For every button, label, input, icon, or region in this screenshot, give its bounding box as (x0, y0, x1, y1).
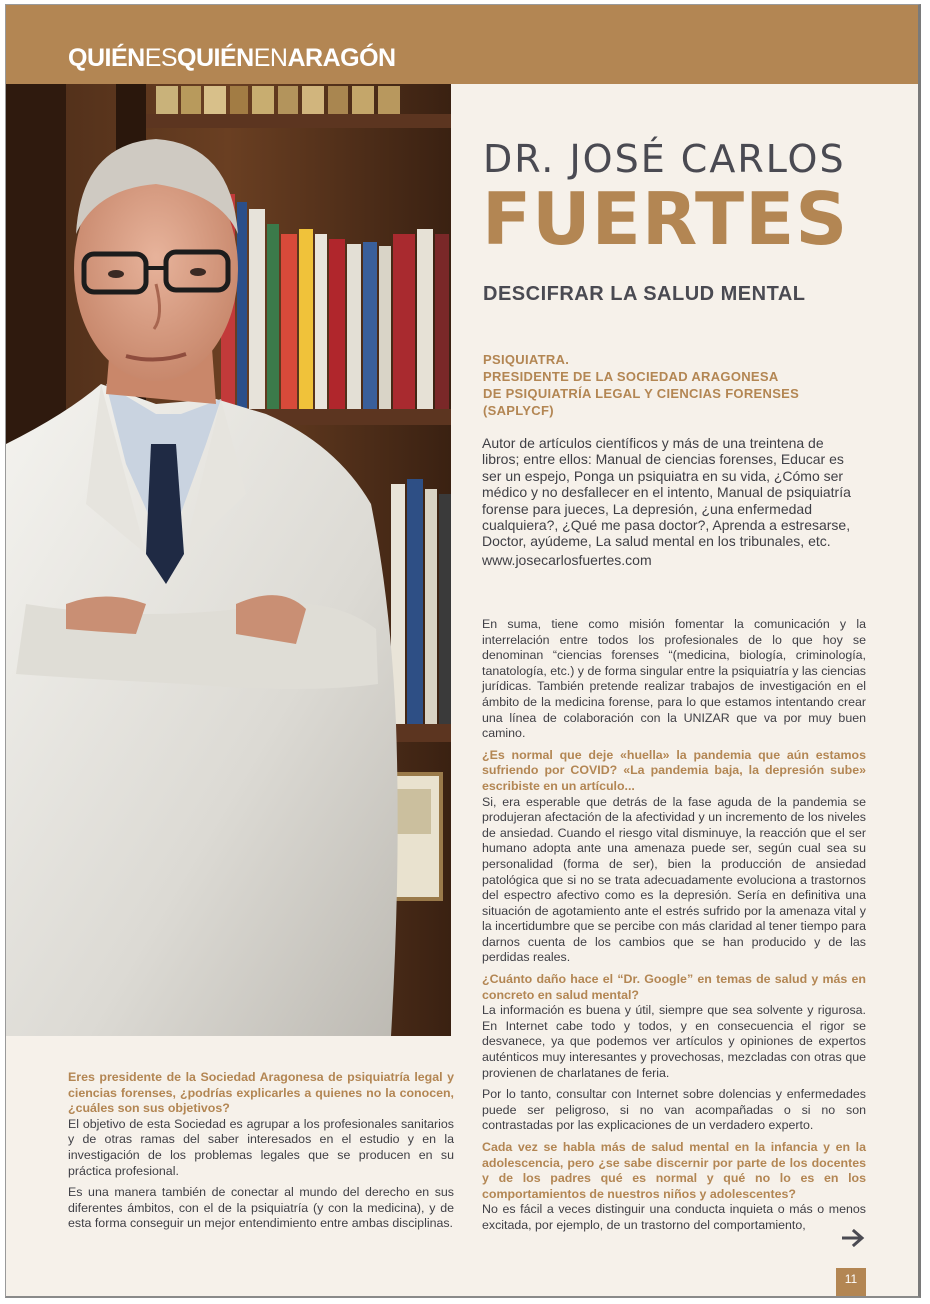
answer-paragraph: La información es buena y útil, siempre que sea solvente y rigurosa. En Internet cabe todo y todos, y en consecuencia el rigor se desvanece, ya que podemos ver artículos y opiniones de expertos auténticos muy interesantes y provechosas, mezcladas con otras que provienen de charlatanes de feria. (482, 1003, 866, 1080)
answer-paragraph: No es fácil a veces distinguir una conducta inquieta o más o menos excitada, por ejemplo, de un trastorno del comportamiento, (482, 1202, 866, 1232)
continue-arrow-icon (842, 1229, 866, 1247)
article-headline: DESCIFRAR LA SALUD MENTAL (483, 283, 806, 305)
answer-paragraph: Es una manera también de conectar al mundo del derecho en sus diferentes ámbitos, con el de la psiquiatría (y con la medicina), y de esta forma conseguir un mejor entendimiento entre ambas disciplinas. (68, 1185, 454, 1231)
section-title-part: ARAGÓN (287, 44, 396, 72)
person-bio (482, 435, 862, 568)
role-line: DE PSIQUIATRÍA LEGAL Y CIENCIAS FORENSES (483, 386, 800, 401)
section-title-part: QUIÉN (177, 44, 254, 72)
role-line: PSIQUIATRA. (483, 352, 570, 367)
section-title (68, 43, 396, 73)
bio-text: Autor de artículos científicos y más de una treintena de libros; entre ellos: Manual de ciencias forenses, Educar es ser un espejo, Ponga un psiquiatra en su vida, ¿Cómo ser médico y no desfallecer en el intento, Manual de psiquiatría forense para jueces, La depresión, ¿una enfermedad cualquiera?, ¿Qué me pasa doctor?, Aprenda a estresarse, Doctor, ayúdeme, La salud mental en los tribunales, etc. (482, 435, 851, 550)
right-column (482, 617, 866, 1240)
answer-paragraph: Por lo tanto, consultar con Internet sobre dolencias y enfermedades puede ser peligroso, si no van acompañadas o si no son contrastadas por las explicaciones de un verdadero experto. (482, 1087, 866, 1133)
page-number: 11 (836, 1268, 866, 1298)
question: ¿Es normal que deje «huella» la pandemia que aún estamos sufriendo por COVID? «La pandemia baja, la depresión sube» escribiste en un artículo... (482, 747, 866, 793)
page-frame (5, 4, 921, 1298)
section-title-part: ES (144, 44, 178, 72)
portrait-photo (6, 84, 451, 1036)
section-title-part: EN (253, 44, 288, 72)
section-title-part: QUIÉN (68, 44, 145, 72)
answer-paragraph: El objetivo de esta Sociedad es agrupar a los profesionales sanitarios y de otras ramas del saber interesados en el estudio y en la investigación de los problemas legales que se producen en su práctica profesional. (68, 1116, 454, 1178)
left-column (68, 1070, 454, 1238)
question: Eres presidente de la Sociedad Aragonesa de psiquiatría legal y ciencias forenses, ¿podrías explicarles a quienes no la conocen, ¿cuáles son sus objetivos? (68, 1070, 454, 1116)
person-last-name: FUERTES (482, 177, 849, 261)
section-header (6, 5, 919, 84)
person-role (483, 351, 853, 419)
role-line: (SAPLYCF) (483, 403, 554, 418)
answer-paragraph: Si, era esperable que detrás de la fase aguda de la pandemia se produjeran afectación de la afectividad y un incremento de los niveles de ansiedad. Cuando el riesgo vital disminuye, la reacción que el ser humano adopta ante una amenaza puede ser, según cual sea su personalidad (forma de ser), bien la producción de ansiedad patológica que si no se trata adecuadamente evoluciona a trastornos del espectro afectivo como es la depresión. Sería en definitiva una situación de agotamiento ante el estrés sufrido por la amenaza vital y la incertidumbre que se percibe con más claridad al tener tiempo para darnos cuenta de los cambios que se han producido y de las perdidas reales. (482, 794, 866, 965)
website-link[interactable]: www.josecarlosfuertes.com (482, 551, 652, 568)
person-first-name: DR. JOSÉ CARLOS (483, 137, 846, 181)
answer-paragraph: En suma, tiene como misión fomentar la comunicación y la interrelación entre todos los profesionales de lo que hoy se denominan “ciencias forenses “(medicina, biología, criminología, tanatología, etc.) y de forma singular entre la psiquiatría y las ciencias jurídicas. También pretende realizar trabajos de investigación en el ámbito de la medicina forense, para lo que estamos intentando crear una línea de colaboración con la UNIZAR que va por muy buen camino. (482, 617, 866, 741)
question: ¿Cuánto daño hace el “Dr. Google” en temas de salud y más en concreto en salud mental? (482, 972, 866, 1002)
question: Cada vez se habla más de salud mental en la infancia y en la adolescencia, pero ¿se sabe discernir por parte de los docentes y de los padres qué es normal y qué no lo es en los comportamientos de nuestros niños y adolescentes? (482, 1140, 866, 1201)
role-line: PRESIDENTE DE LA SOCIEDAD ARAGONESA (483, 369, 779, 384)
